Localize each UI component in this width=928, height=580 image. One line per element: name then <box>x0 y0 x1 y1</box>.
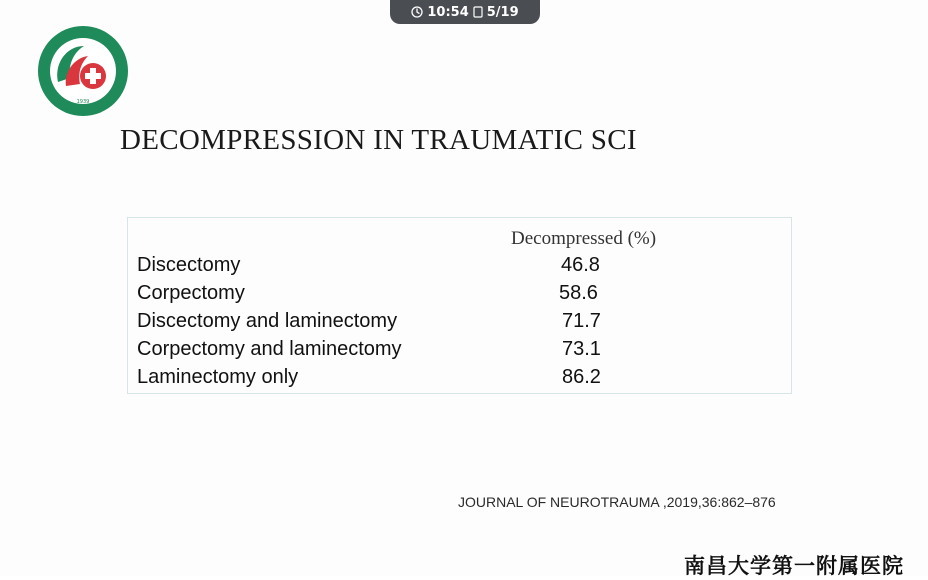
decompression-table <box>127 217 792 394</box>
page-icon <box>473 6 483 18</box>
column-header-decompressed: Decompressed (%) <box>511 228 657 249</box>
page-counter: 5/19 <box>486 4 519 20</box>
hospital-logo-icon <box>36 24 130 118</box>
row-procedure: Laminectomy only <box>137 366 299 388</box>
logo-founded-year: 1939 <box>76 99 90 105</box>
presentation-status-pill <box>390 0 540 24</box>
row-procedure: Corpectomy and laminectomy <box>137 338 402 360</box>
row-value: 46.8 <box>561 254 600 276</box>
row-procedure: Discectomy <box>137 254 241 276</box>
row-value: 58.6 <box>559 282 598 304</box>
table-row <box>137 282 777 310</box>
row-value: 71.7 <box>562 310 601 332</box>
status-time: 10:54 <box>427 4 469 20</box>
table-row <box>137 338 777 366</box>
row-procedure: Corpectomy <box>137 282 245 304</box>
table-row <box>137 310 777 338</box>
row-value: 73.1 <box>562 338 601 360</box>
citation: JOURNAL OF NEUROTRAUMA ,2019,36:862–876 <box>458 494 776 510</box>
clock-icon <box>411 6 423 18</box>
table-row <box>137 366 777 394</box>
slide-title: DECOMPRESSION IN TRAUMATIC SCI <box>120 124 637 156</box>
row-value: 86.2 <box>562 366 601 388</box>
row-procedure: Discectomy and laminectomy <box>137 310 398 332</box>
table-row <box>137 254 777 282</box>
hospital-watermark: 南昌大学第一附属医院 <box>684 553 904 578</box>
